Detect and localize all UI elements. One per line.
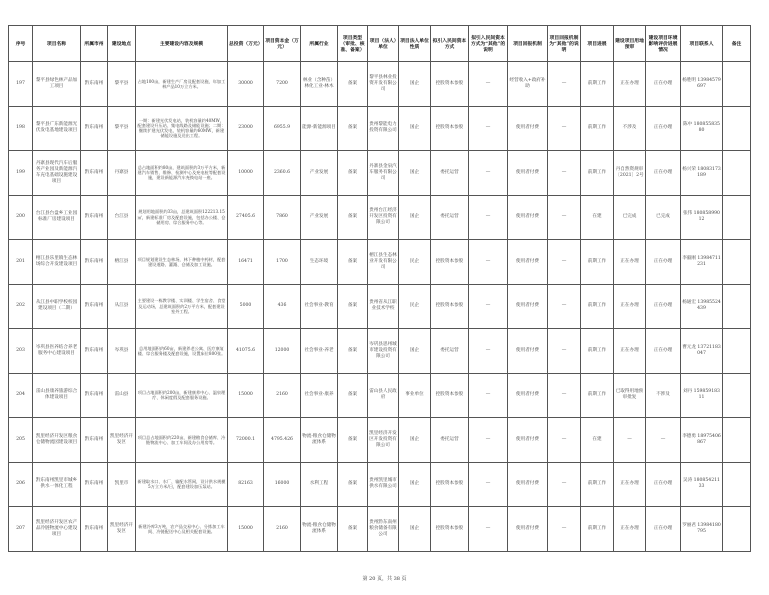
table-cell: 林业（含种苗）林化工业-林木	[301, 62, 338, 107]
table-cell: 雷山县	[108, 373, 136, 418]
table-cell: 前期工作	[581, 151, 614, 196]
table-cell	[723, 240, 751, 285]
column-header: 项目资本金（万元）	[264, 26, 301, 62]
table-cell: 项目总占地面积约220亩，新建粮食仓储库、冷链物流中心、加工车间及办公用房等。	[136, 418, 228, 463]
table-cell: 前期工作	[581, 507, 614, 552]
table-cell: 前期工作	[581, 62, 614, 107]
table-cell: 备案	[338, 240, 368, 285]
table-cell	[723, 373, 751, 418]
table-row	[9, 418, 751, 463]
table-cell: 榕江县	[108, 240, 136, 285]
table-cell: 规划用地面积约33亩，总建筑面积122213.15㎡，新建标准厂房及配套设施，包括办公楼、仓储用房、综合服务中心等。	[136, 195, 228, 240]
column-header: 所属市州	[81, 26, 108, 62]
table-cell: 贵州台江经济开发区投资有限公司	[368, 195, 399, 240]
column-header: 项目进展	[581, 26, 614, 62]
table-cell: —	[548, 195, 581, 240]
table-cell: 经营收入+政府补助	[508, 62, 548, 107]
table-cell: 贵州黔东南州粮食储备有限公司	[368, 507, 399, 552]
column-header: 项目法人单位性质	[399, 26, 431, 62]
table-cell: 436	[264, 284, 301, 329]
table-cell: 7860	[264, 195, 301, 240]
table-cell: 7200	[264, 62, 301, 107]
table-cell: 23000	[228, 106, 264, 151]
table-cell: —	[548, 418, 581, 463]
table-cell: 正在办理	[614, 329, 646, 374]
table-cell: 已完成	[614, 195, 646, 240]
table-cell: 正在办理	[614, 284, 646, 329]
table-cell: 前期工作	[581, 106, 614, 151]
table-cell: 在建	[581, 418, 614, 463]
table-cell: 国企	[399, 62, 431, 107]
table-cell: 丹寨县	[108, 151, 136, 196]
table-cell	[723, 329, 751, 374]
table-cell: 41075.6	[228, 329, 264, 374]
project-table	[8, 25, 751, 552]
table-cell: 岑巩县思州城市建设投资有限公司	[368, 329, 399, 374]
table-cell: —	[469, 151, 508, 196]
table-cell: 备案	[338, 151, 368, 196]
table-cell: 项目规划建设生态林场，林下种植中药材，配套建设道路、灌溉、仓储及加工设施。	[136, 240, 228, 285]
table-cell: 从江县中职学校校园建设项目（二期）	[33, 284, 81, 329]
table-cell: 备案	[338, 329, 368, 374]
table-cell: —	[548, 151, 581, 196]
table-cell: —	[548, 329, 581, 374]
table-cell: 凯里市	[108, 462, 136, 507]
table-cell: 备案	[338, 373, 368, 418]
table-cell: 杨胜明 13984579697	[681, 62, 723, 107]
table-cell: 15000	[228, 507, 264, 552]
table-cell: 15000	[228, 373, 264, 418]
table-cell: 黔东南州	[81, 373, 108, 418]
table-cell: —	[469, 240, 508, 285]
table-row	[9, 284, 751, 329]
table-cell: 正在办理	[614, 240, 646, 285]
table-cell: 使用者付费	[508, 106, 548, 151]
table-cell: 社会事业-康养	[301, 373, 338, 418]
table-cell: 总占地面积约80亩，建筑面积约3万平方米，新建汽车销售、维修、检测中心及充电桩等配套设施，建设新能源汽车充换电站一座。	[136, 151, 228, 196]
table-cell: 206	[9, 462, 33, 507]
table-cell: 正在办理	[646, 106, 681, 151]
table-cell: 前期工作	[581, 462, 614, 507]
column-header: 所属行业	[301, 26, 338, 62]
table-cell: 贵州省从江职业技术学校	[368, 284, 399, 329]
table-cell: 控股资本参股	[431, 106, 469, 151]
table-cell: 备案	[338, 195, 368, 240]
column-header: 拟引入民间资本方式为“其他”的说明	[469, 26, 508, 62]
column-header: 项目回报机制为“其他”的说明	[548, 26, 581, 62]
table-cell: 备案	[338, 462, 368, 507]
table-cell: 使用者付费	[508, 240, 548, 285]
table-cell: 207	[9, 507, 33, 552]
table-cell: 使用者付费	[508, 329, 548, 374]
table-cell: 控股资本参股	[431, 373, 469, 418]
column-header: 项目回报机制	[508, 26, 548, 62]
table-cell: 陈中 18085583580	[681, 106, 723, 151]
table-cell: 新建冷库3万吨，农产品交易中心、分拣加工车间、冷链配送中心及相关配套设施。	[136, 507, 228, 552]
column-header: 项目（法人）单位	[368, 26, 399, 62]
table-cell: 黎平县广东新能源光伏发电基地建设项目	[33, 106, 81, 151]
table-cell: 民企	[399, 240, 431, 285]
table-row	[9, 151, 751, 196]
table-cell: 物流-粮食仓储物流体系	[301, 418, 338, 463]
table-cell: 2360.6	[264, 151, 301, 196]
table-cell: 6955.9	[264, 106, 301, 151]
table-cell: 27405.6	[228, 195, 264, 240]
table-cell: —	[548, 462, 581, 507]
table-cell: —	[469, 507, 508, 552]
table-cell: 社会事业-养老	[301, 329, 338, 374]
table-cell: —	[548, 373, 581, 418]
table-cell: 黎平县林业投资开发有限公司	[368, 62, 399, 107]
table-cell: 凯里经济开发区	[108, 418, 136, 463]
column-header: 建设项目环境影响评价进展情况	[646, 26, 681, 62]
table-cell: 控股资本参股	[431, 284, 469, 329]
table-cell: 国企	[399, 418, 431, 463]
column-header: 建设项目用地预审	[614, 26, 646, 62]
table-cell: 4795.426	[264, 418, 301, 463]
table-cell	[723, 462, 751, 507]
table-cell: 正在办理	[646, 284, 681, 329]
table-cell: 榕江县生态林业开发有限公司	[368, 240, 399, 285]
table-cell: 生态环境	[301, 240, 338, 285]
table-cell: 刘丹 15985918311	[681, 373, 723, 418]
table-cell	[723, 62, 751, 107]
table-cell: 张伟 18085899012	[681, 195, 723, 240]
table-cell: 台江县	[108, 195, 136, 240]
table-row	[9, 62, 751, 107]
table-cell: 雷山县人民政府	[368, 373, 399, 418]
table-row	[9, 329, 751, 374]
table-cell: 社会事业-教育	[301, 284, 338, 329]
table-cell: 正在办理	[646, 240, 681, 285]
table-cell: 不涉及	[646, 373, 681, 418]
table-cell: 物流-粮食仓储物流体系	[301, 507, 338, 552]
table-cell: 国企	[399, 151, 431, 196]
table-cell: —	[469, 62, 508, 107]
table-cell: 205	[9, 418, 33, 463]
table-cell: 黔东南州	[81, 284, 108, 329]
table-cell: 榕江县乐里镇生态林场综合开发建设项目	[33, 240, 81, 285]
table-cell: 黔东南州	[81, 329, 108, 374]
table-cell: 197	[9, 62, 33, 107]
table-cell: —	[548, 106, 581, 151]
table-cell	[723, 418, 751, 463]
table-cell: 凯里经济开发区开发投资有限公司	[368, 418, 399, 463]
table-cell	[723, 284, 751, 329]
table-cell: 82163	[228, 462, 264, 507]
table-cell: 凯里经济开发区农产品冷链物流中心建设项目	[33, 507, 81, 552]
table-cell: 罗丽君 13984180795	[681, 507, 723, 552]
table-cell: 正在办理	[614, 462, 646, 507]
table-cell: 国企	[399, 106, 431, 151]
table-cell: 16471	[228, 240, 264, 285]
table-cell: —	[548, 62, 581, 107]
table-cell: 16000	[264, 462, 301, 507]
table-cell: 正在办理	[646, 151, 681, 196]
table-cell: 项目占地面积约200亩，新建康养中心、温泉理疗、休闲度假及配套服务设施。	[136, 373, 228, 418]
table-cell: 李毅刚 13984711231	[681, 240, 723, 285]
table-row	[9, 462, 751, 507]
table-cell: 主要建设一栋教学楼、实训楼、学生宿舍、食堂及运动场，总建筑面积约2万平方米，配套建设室外工程。	[136, 284, 228, 329]
column-header: 项目联系人	[681, 26, 723, 62]
table-cell: —	[548, 507, 581, 552]
table-cell	[723, 106, 751, 151]
table-cell: 5000	[228, 284, 264, 329]
table-row	[9, 106, 751, 151]
table-cell: —	[469, 195, 508, 240]
table-cell: 200	[9, 195, 33, 240]
table-cell: 黔东南州	[81, 507, 108, 552]
table-cell: 201	[9, 240, 33, 285]
table-cell: —	[469, 462, 508, 507]
table-cell: 72000.1	[228, 418, 264, 463]
table-cell: 正在办理	[646, 462, 681, 507]
table-cell: 黔东南州	[81, 418, 108, 463]
table-cell: 202	[9, 284, 33, 329]
table-cell: 黎平县绿色林产品加工项目	[33, 62, 81, 107]
table-cell: —	[469, 373, 508, 418]
table-cell: 委托运营	[431, 418, 469, 463]
table-cell: 能源-新能源项目	[301, 106, 338, 151]
table-cell: 曹元龙 13721183047	[681, 329, 723, 374]
table-cell: —	[548, 240, 581, 285]
table-cell: —	[469, 106, 508, 151]
table-cell: —	[469, 329, 508, 374]
table-cell: 前期工作	[581, 329, 614, 374]
table-cell: 10000	[228, 151, 264, 196]
table-cell: 国企	[399, 329, 431, 374]
table-cell	[723, 151, 751, 196]
column-header: 项目类型（审批、核准、备案）	[338, 26, 368, 62]
table-cell: 前期工作	[581, 284, 614, 329]
table-cell: 备案	[338, 507, 368, 552]
table-cell: 黔东南州	[81, 106, 108, 151]
column-header: 备注	[723, 26, 751, 62]
table-cell: 贵州凯里城市供水有限公司	[368, 462, 399, 507]
column-header: 项目名称	[33, 26, 81, 62]
table-cell: 李德勇 18975406867	[681, 418, 723, 463]
table-cell: 委托运营	[431, 195, 469, 240]
table-cell: 岑巩县	[108, 329, 136, 374]
table-cell: 备案	[338, 418, 368, 463]
table-cell: 杨通宏 13985524439	[681, 284, 723, 329]
table-cell: 199	[9, 151, 33, 196]
page-number: 第 20 页，共 38 页	[362, 576, 407, 582]
table-cell: 产业发展	[301, 151, 338, 196]
column-header: 主要建设内容及规模	[136, 26, 228, 62]
table-cell: 前期工作	[581, 240, 614, 285]
table-cell: 不涉及	[614, 106, 646, 151]
table-cell: 事业单位	[399, 373, 431, 418]
table-cell: 2160	[264, 507, 301, 552]
table-cell: 黔东南州	[81, 462, 108, 507]
table-cell: 丹自然资规审〔2021〕2号	[614, 151, 646, 196]
table-cell: 委托运营	[431, 151, 469, 196]
table-cell: 使用者付费	[508, 195, 548, 240]
column-header: 序号	[9, 26, 33, 62]
table-cell: —	[614, 418, 646, 463]
table-cell: 12000	[264, 329, 301, 374]
table-cell: 使用者付费	[508, 507, 548, 552]
table-cell: 控股资本参股	[431, 462, 469, 507]
table-row	[9, 195, 751, 240]
table-cell: 占地100亩，新建生产厂房及配套设施，年加工林产品10万立方米。	[136, 62, 228, 107]
table-cell: 委托运营	[431, 329, 469, 374]
table-cell: 使用者付费	[508, 284, 548, 329]
table-cell: —	[548, 284, 581, 329]
table-cell: 国企	[399, 507, 431, 552]
table-cell: 已取得用地预审批复	[614, 373, 646, 418]
table-cell: 黔东南州	[81, 240, 108, 285]
table-cell: 正在办理	[614, 62, 646, 107]
table-cell: 贵州黎能电力投资有限公司	[368, 106, 399, 151]
table-cell: 前期工作	[581, 373, 614, 418]
table-cell: 30000	[228, 62, 264, 107]
table-cell: 一期：新建光伏发电站，装机容量约40MW，配套建设升压站、集电线路及储能设施；二期：继续扩建光伏发电，装机容量约60MW，新建储能设施及送出工程。	[136, 106, 228, 151]
table-cell: 凯里经济开发区	[108, 507, 136, 552]
table-cell: 民企	[399, 284, 431, 329]
table-cell: 备案	[338, 106, 368, 151]
table-cell: 使用者付费	[508, 418, 548, 463]
table-cell: 水利工程	[301, 462, 338, 507]
table-cell	[723, 507, 751, 552]
table-cell: 使用者付费	[508, 373, 548, 418]
table-cell: 2160	[264, 373, 301, 418]
table-cell: 203	[9, 329, 33, 374]
table-cell: 台江县台盘乡工业园标准厂房建设项目	[33, 195, 81, 240]
table-cell: 备案	[338, 284, 368, 329]
table-cell: 已完成	[646, 195, 681, 240]
table-cell	[723, 195, 751, 240]
table-cell: 使用者付费	[508, 462, 548, 507]
table-cell: 岑巩县医养结合养老服务中心建设项目	[33, 329, 81, 374]
table-row	[9, 373, 751, 418]
table-cell: 控股资本参股	[431, 62, 469, 107]
column-header: 建设地点	[108, 26, 136, 62]
table-cell: 正在办理	[646, 62, 681, 107]
table-cell: 丹寨县现代汽车后服务产业园及新能源汽车充电基础设施建设项目	[33, 151, 81, 196]
table-cell: —	[469, 418, 508, 463]
table-cell: 控股资本参股	[431, 240, 469, 285]
table-cell: 凯里经济开发区粮食仓储物流园建设项目	[33, 418, 81, 463]
table-cell: 黎平县	[108, 62, 136, 107]
table-cell: 从江县	[108, 284, 136, 329]
table-cell: 控股资本参股	[431, 507, 469, 552]
table-cell: 黔东南州凯里市城乡供水一体化工程	[33, 462, 81, 507]
table-cell: 正在办理	[646, 507, 681, 552]
table-cell: 黔东南州	[81, 151, 108, 196]
table-cell: 使用者付费	[508, 151, 548, 196]
table-cell: 雷山县康养旅游综合体建设项目	[33, 373, 81, 418]
table-cell: 198	[9, 106, 33, 151]
header-row	[9, 26, 751, 62]
table-cell: 在建	[581, 195, 614, 240]
table-cell: —	[646, 418, 681, 463]
table-row	[9, 507, 751, 552]
table-cell: 新建取水口、水厂、输配水管网，设计供水规模5万立方米/日，配套建设加压泵站。	[136, 462, 228, 507]
table-cell: 丹寨县金泉汽车服务有限公司	[368, 151, 399, 196]
column-header: 拟引入民间资本方式	[431, 26, 469, 62]
table-row	[9, 240, 751, 285]
table-cell: 总用地面积约60亩，新建养老公寓、医疗康复楼、综合服务楼及配套设施，设置床位800张。	[136, 329, 228, 374]
table-cell: 杨兴荣 18083173189	[681, 151, 723, 196]
table-cell: 正在办理	[614, 507, 646, 552]
table-cell: 黎平县	[108, 106, 136, 151]
table-cell: 备案	[338, 62, 368, 107]
table-cell: 国企	[399, 195, 431, 240]
table-cell: 吴涛 18085421133	[681, 462, 723, 507]
table-cell: 黔东南州	[81, 195, 108, 240]
table-cell: 正在办理	[646, 329, 681, 374]
column-header: 总投资（万元）	[228, 26, 264, 62]
table-cell: —	[469, 284, 508, 329]
table-cell: 产业发展	[301, 195, 338, 240]
table-cell: 国企	[399, 462, 431, 507]
table-cell: 204	[9, 373, 33, 418]
table-cell: 黔东南州	[81, 62, 108, 107]
table-cell: 1700	[264, 240, 301, 285]
